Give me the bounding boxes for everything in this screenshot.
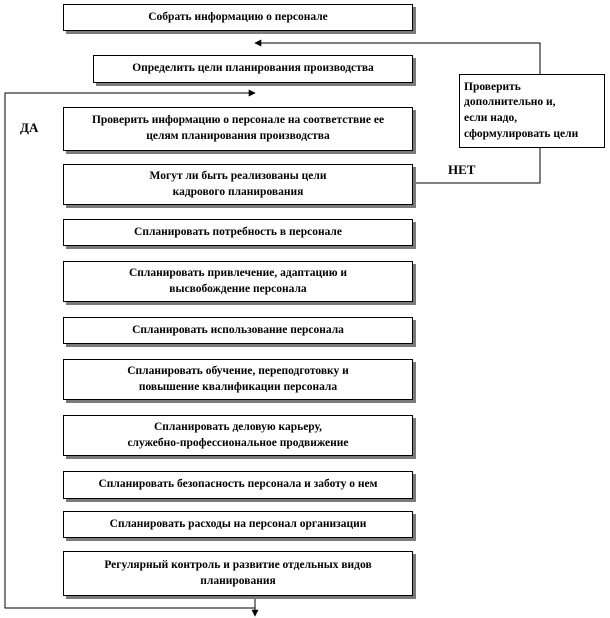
- step-define-goals: Определить цели планирования производства: [93, 55, 413, 83]
- step-plan-demand: Спланировать потребность в персонале: [63, 219, 413, 246]
- step-plan-usage: Спланировать использование персонала: [63, 317, 413, 344]
- step-plan-costs: Спланировать расходы на персонал организации: [63, 511, 413, 538]
- label-yes: ДА: [20, 120, 39, 135]
- side-box-reformulate: Проверить дополнительно и, если надо, сформулировать цели: [459, 74, 605, 148]
- step-plan-training: Спланировать обучение, переподготовку и повышение квалификации персонала: [63, 359, 413, 400]
- step-plan-career: Спланировать деловую карьеру, служебно-профессиональное продвижение: [63, 415, 413, 456]
- decision-goals-feasible: Могут ли быть реализованы цели кадрового планирования: [63, 164, 413, 205]
- label-no: НЕТ: [448, 162, 476, 177]
- step-collect-info: Собрать информацию о персонале: [63, 4, 413, 31]
- step-plan-attraction: Спланировать привлечение, адаптацию и высвобождение персонала: [63, 261, 413, 302]
- step-check-info: Проверить информацию о персонале на соответствие ее целям планирования производства: [63, 107, 413, 151]
- step-control: Регулярный контроль и развитие отдельных видов планирования: [63, 551, 413, 596]
- step-plan-safety: Спланировать безопасность персонала и заботу о нем: [63, 471, 413, 499]
